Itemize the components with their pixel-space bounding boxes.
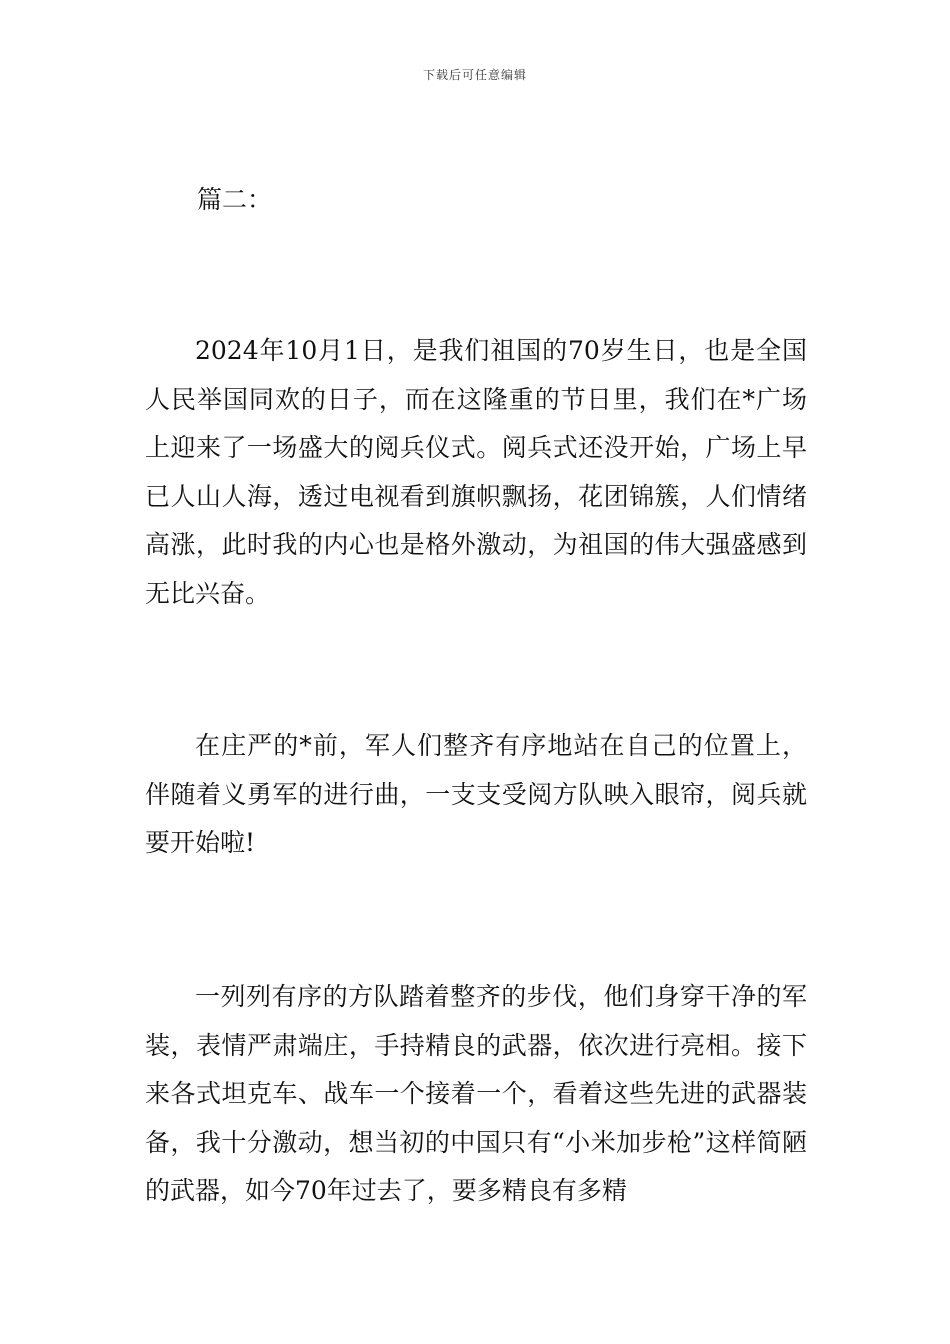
section-title: 篇二：: [197, 185, 273, 214]
paragraph: 2024年10月1日，是我们祖国的70岁生日，也是全国人民举国同欢的日子，而在这隆重的节日里，我们在*广场上迎来了一场盛大的阅兵仪式。阅兵式还没开始，广场上早已人山人海，透过电视看到旗帜飘扬，花团锦簇，人们情绪高涨，此时我的内心也是格外激动，为祖国的伟大强盛感到无比兴奋。: [145, 336, 807, 608]
paragraph: 一列列有序的方队踏着整齐的步伐，他们身穿干净的军装，表情严肃端庄，手持精良的武器，依次进行亮相。接下来各式坦克车、战车一个接着一个，看着这些先进的武器装备，我十分激动，想当初的中国只有“小米加步枪”这样简陋的武器，如今70年过去了，要多精良有多精: [145, 982, 807, 1206]
paragraph: 在庄严的*前，军人们整齐有序地站在自己的位置上，伴随着义勇军的进行曲，一支支受阅方队映入眼帘，阅兵就要开始啦!: [145, 731, 807, 858]
header-note: 下载后可任意编辑: [422, 68, 527, 82]
